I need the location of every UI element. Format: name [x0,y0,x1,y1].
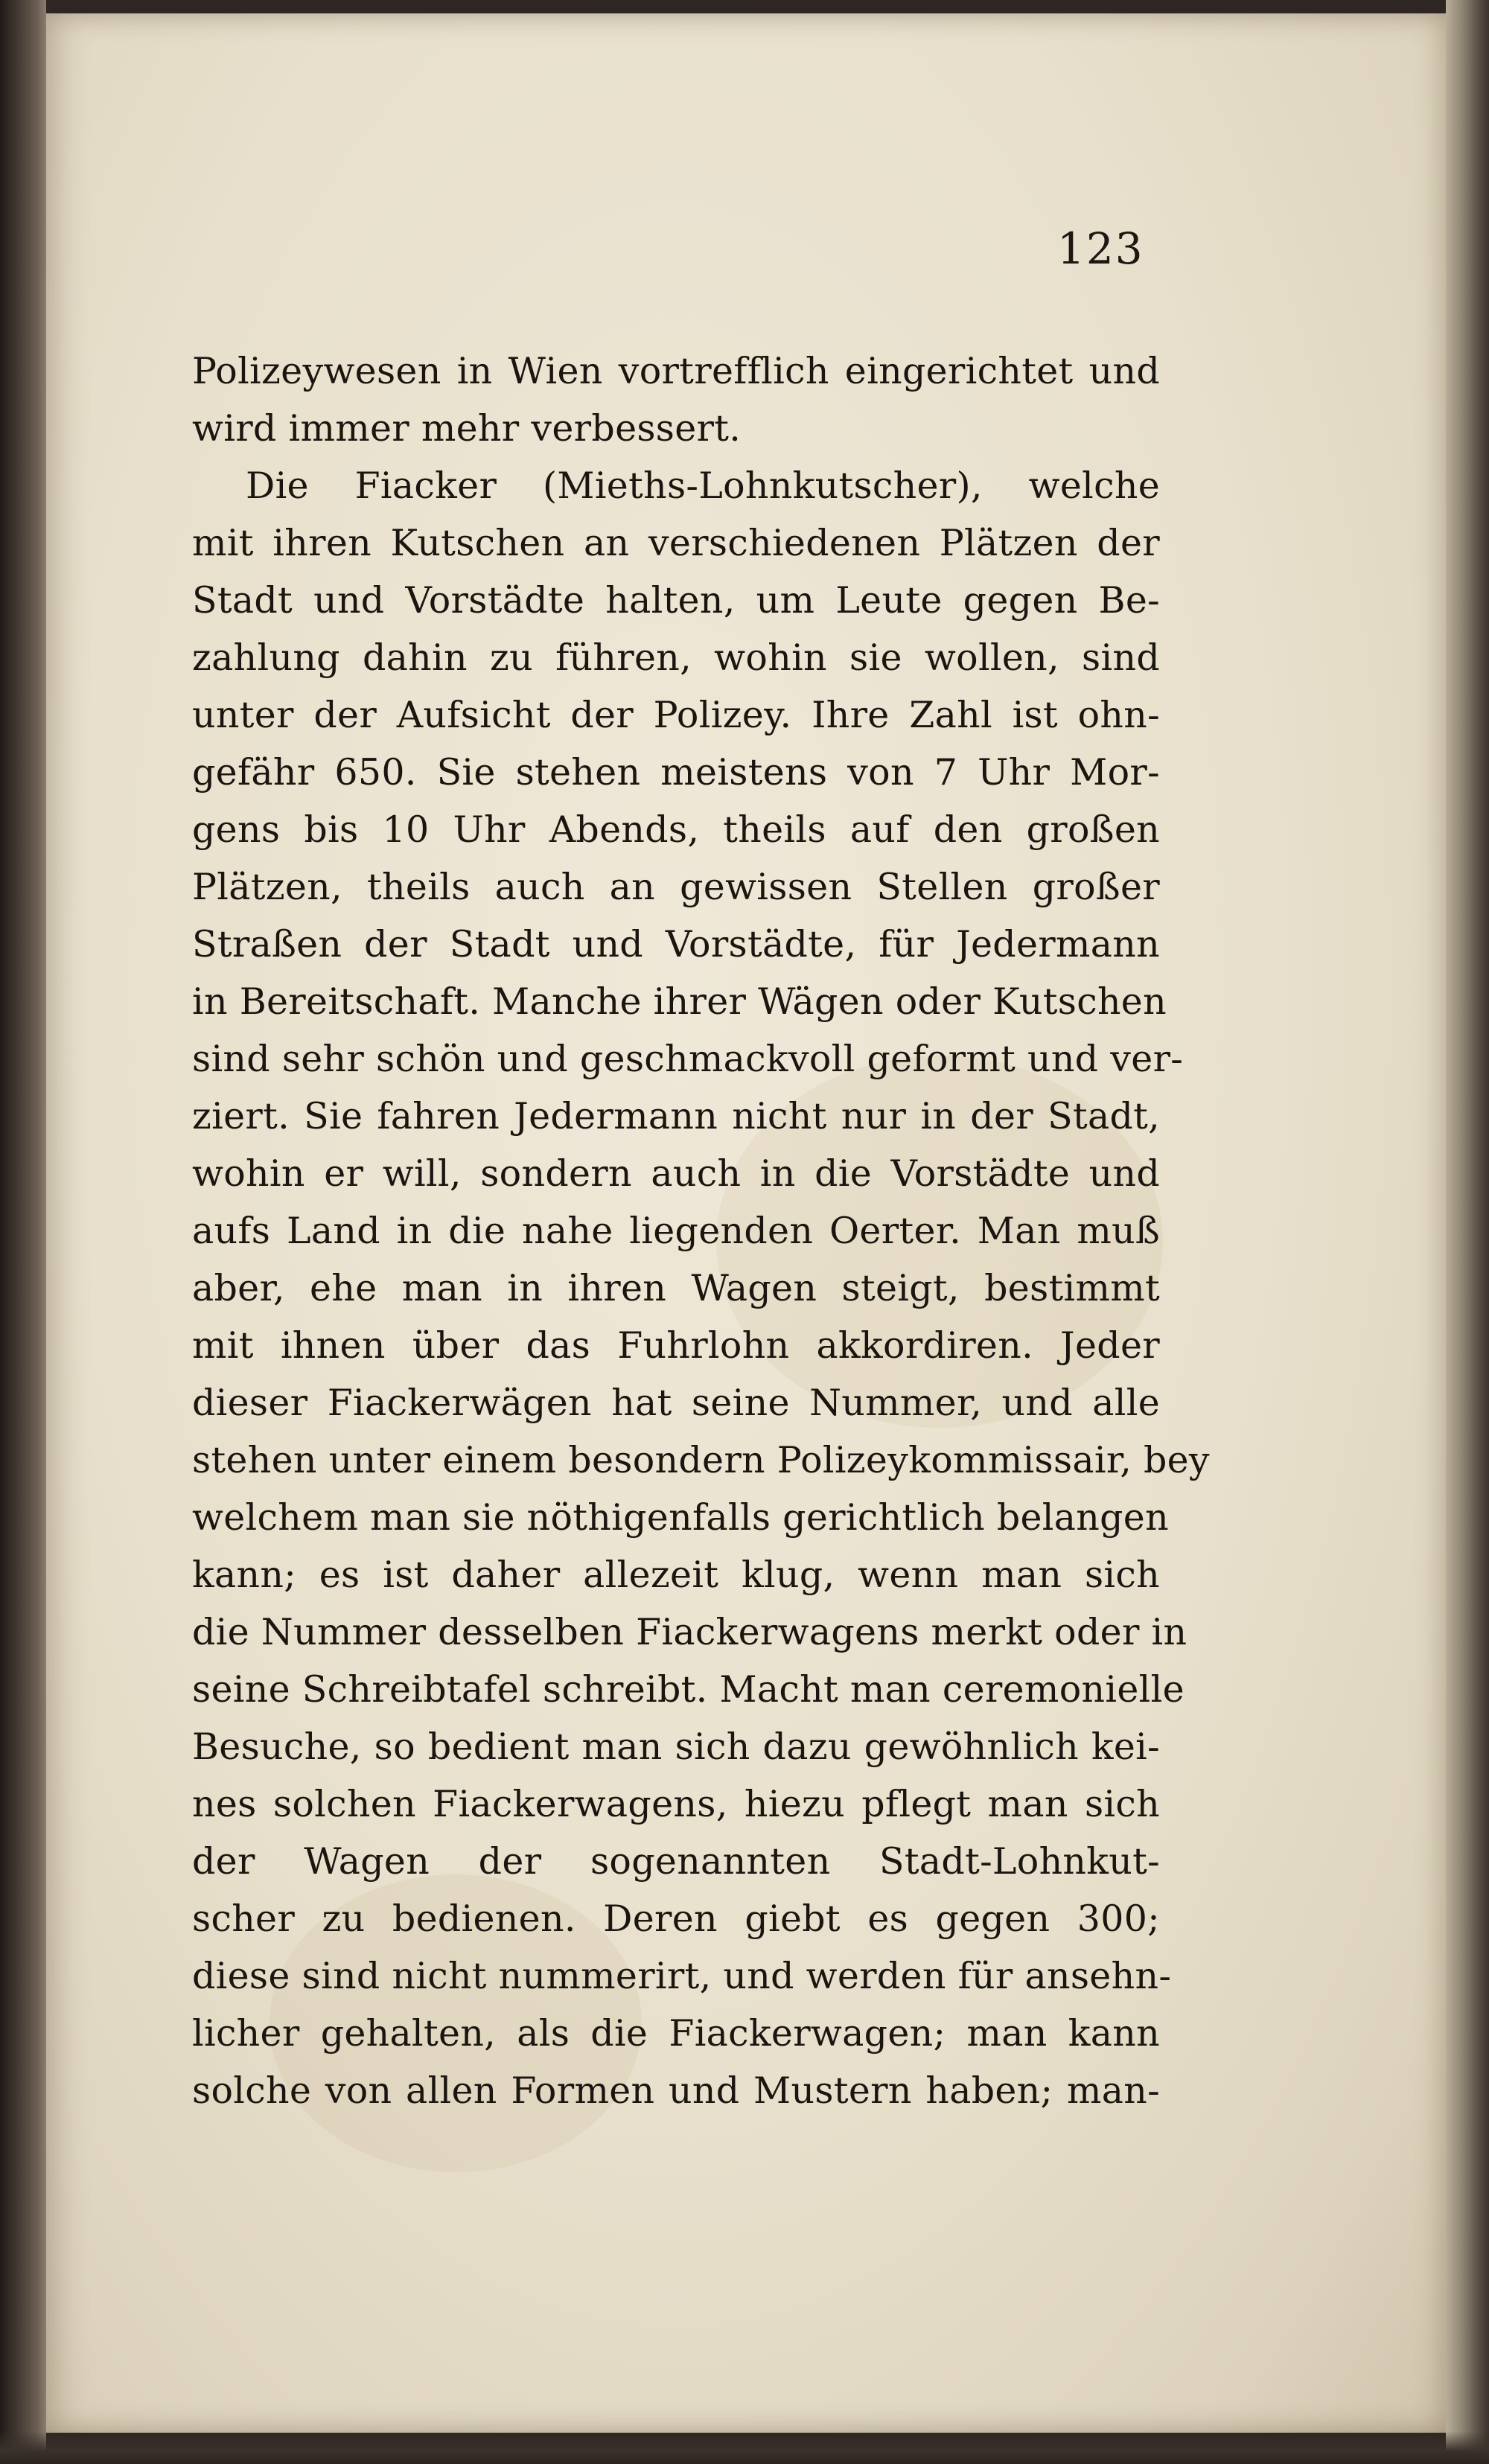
text-line: kann; es ist daher allezeit klug, wenn man sich [192,1554,1160,1596]
page-stack-edge [1446,0,1489,2464]
text-line: stehen unter einem besondern Polizeykommissair, bey [192,1439,1210,1481]
book-binding-edge [0,0,46,2464]
text-line: die Nummer desselben Fiackerwagens merkt oder in [192,1611,1187,1653]
text-line: gefähr 650. Sie stehen meistens von 7 Uhr Mor- [192,751,1160,794]
text-line: sind sehr schön und geschmackvoll geformt und ver- [192,1038,1184,1080]
text-line: mit ihnen über das Fuhrlohn akkordiren. Jeder [192,1324,1160,1367]
text-line: zahlung dahin zu führen, wohin sie wollen, sind [192,636,1160,679]
text-line: unter der Aufsicht der Polizey. Ihre Zahl ist ohn- [192,694,1160,736]
text-line: Besuche, so bedient man sich dazu gewöhnlich kei- [192,1726,1160,1768]
text-line: gens bis 10 Uhr Abends, theils auf den großen [192,808,1160,851]
text-line: wird immer mehr verbessert. [192,407,742,450]
text-line: ziert. Sie fahren Jedermann nicht nur in der Stadt, [192,1095,1160,1137]
text-line: aufs Land in die nahe liegenden Oerter. Man muß [192,1210,1160,1252]
text-line: in Bereitschaft. Manche ihrer Wägen oder Kutschen [192,980,1167,1023]
text-line: mit ihren Kutschen an verschiedenen Plätzen der [192,522,1160,564]
text-line: licher gehalten, als die Fiackerwagen; man kann [192,2012,1160,2055]
bottom-shadow-edge [0,2431,1489,2464]
page-number: 123 [1057,223,1144,274]
text-line: Die Fiacker (Mieths-Lohnkutscher), welche [246,465,1160,507]
text-line: Plätzen, theils auch an gewissen Stellen großer [192,866,1160,908]
text-line: wohin er will, sondern auch in die Vorstädte und [192,1152,1160,1195]
text-line: der Wagen der sogenannten Stadt-Lohnkut- [192,1840,1160,1883]
text-line: welchem man sie nöthigenfalls gerichtlich belangen [192,1496,1169,1539]
body-text [192,342,1210,2119]
text-line: Straßen der Stadt und Vorstädte, für Jedermann [192,923,1160,966]
text-line: nes solchen Fiackerwagens, hiezu pflegt man sich [192,1783,1160,1825]
text-line: diese sind nicht nummerirt, und werden für ansehn- [192,1955,1172,1997]
text-line: Stadt und Vorstädte halten, um Leute gegen Be- [192,579,1160,622]
text-line: seine Schreibtafel schreibt. Macht man ceremonielle [192,1668,1184,1711]
text-line: dieser Fiackerwägen hat seine Nummer, und alle [192,1382,1160,1424]
text-line: Polizeywesen in Wien vortrefflich eingerichtet und [192,350,1160,392]
text-line: solche von allen Formen und Mustern haben; man- [192,2069,1160,2112]
text-line: scher zu bedienen. Deren giebt es gegen 300; [192,1898,1160,1940]
text-line: aber, ehe man in ihren Wagen steigt, bestimmt [192,1267,1160,1309]
